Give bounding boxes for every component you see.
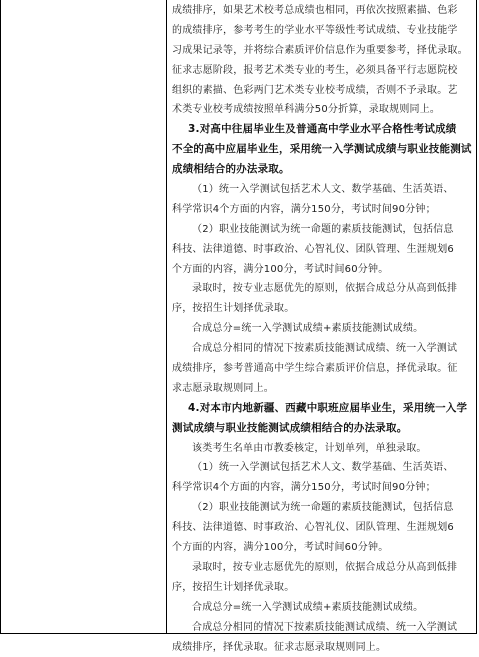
text-line: 成绩排序，参考普通高中学生综合素质评价信息，择优录取。征 — [172, 359, 473, 379]
text-line: 序，按招生计划择优录取。 — [172, 299, 473, 319]
text-line: （2）职业技能测试为统一命题的素质技能测试，包括信息 — [172, 220, 473, 240]
table-right-column — [167, 0, 477, 633]
section-heading: 3.对高中往届毕业生及普通高中学业水平合格性考试成绩 — [172, 120, 473, 140]
text-line: （1）统一入学测试包括艺术人文、数学基础、生活英语、 — [172, 458, 473, 478]
text-line: （1）统一入学测试包括艺术人文、数学基础、生活英语、 — [172, 180, 473, 200]
text-line: 的成绩排序，参考考生的学业水平等级性考试成绩、专业技能学 — [172, 21, 473, 41]
table-left-column — [1, 0, 167, 633]
text-line: 合成总分相同的情况下按素质技能测试成绩、统一入学测试 — [172, 339, 473, 359]
text-line: 个方面的内容，满分100分，考试时间60分钟。 — [172, 538, 473, 558]
text-line: 科学常识4个方面的内容，满分150分，考试时间90分钟； — [172, 478, 473, 498]
text-line: 录取时，按专业志愿优先的原则，依据合成总分从高到低排 — [172, 279, 473, 299]
text-line: 合成总分相同的情况下按素质技能测试成绩、统一入学测试 — [172, 618, 473, 638]
text-line: （2）职业技能测试为统一命题的素质技能测试，包括信息 — [172, 498, 473, 518]
text-line: 录取时，按专业志愿优先的原则，依据合成总分从高到低排 — [172, 558, 473, 578]
text-line: 征求志愿阶段，报考艺术类专业的考生，必须具备平行志愿院校 — [172, 61, 473, 81]
text-line: 个方面的内容，满分100分，考试时间60分钟。 — [172, 260, 473, 280]
section-heading: 成绩相结合的办法录取。 — [172, 160, 473, 180]
text-line: 序，按招生计划择优录取。 — [172, 578, 473, 598]
text-line: 合成总分=统一入学测试成绩+素质技能测试成绩。 — [172, 598, 473, 618]
text-line: 合成总分=统一入学测试成绩+素质技能测试成绩。 — [172, 319, 473, 339]
text-line: 组织的素描、色彩两门艺术类专业校考成绩，否则不予录取。艺 — [172, 81, 473, 101]
text-line: 成绩排序，如果艺术校考总成绩也相同，再依次按照素描、色彩 — [172, 1, 473, 21]
text-line: 成绩排序，择优录取。征求志愿录取规则同上。 — [172, 638, 473, 657]
section-heading: 4.对本市内地新疆、西藏中职班应届毕业生，采用统一入学 — [172, 399, 473, 419]
section-heading: 不全的高中应届毕业生，采用统一入学测试成绩与职业技能测试 — [172, 140, 473, 160]
text-line: 科技、法律道德、时事政治、心智礼仪、团队管理、生涯规划6 — [172, 240, 473, 260]
text-line: 科技、法律道德、时事政治、心智礼仪、团队管理、生涯规划6 — [172, 518, 473, 538]
text-line: 术类专业校考成绩按照单科满分50分折算，录取规则同上。 — [172, 100, 473, 120]
text-line: 科学常识4个方面的内容，满分150分，考试时间90分钟； — [172, 200, 473, 220]
text-line: 习成果记录等，并将综合素质评价信息作为重要参考，择优录取。 — [172, 41, 473, 61]
text-line: 该类考生名单由市教委核定，计划单列，单独录取。 — [172, 439, 473, 459]
text-line: 求志愿录取规则同上。 — [172, 379, 473, 399]
section-heading: 测试成绩与职业技能测试成绩相结合的办法录取。 — [172, 419, 473, 439]
